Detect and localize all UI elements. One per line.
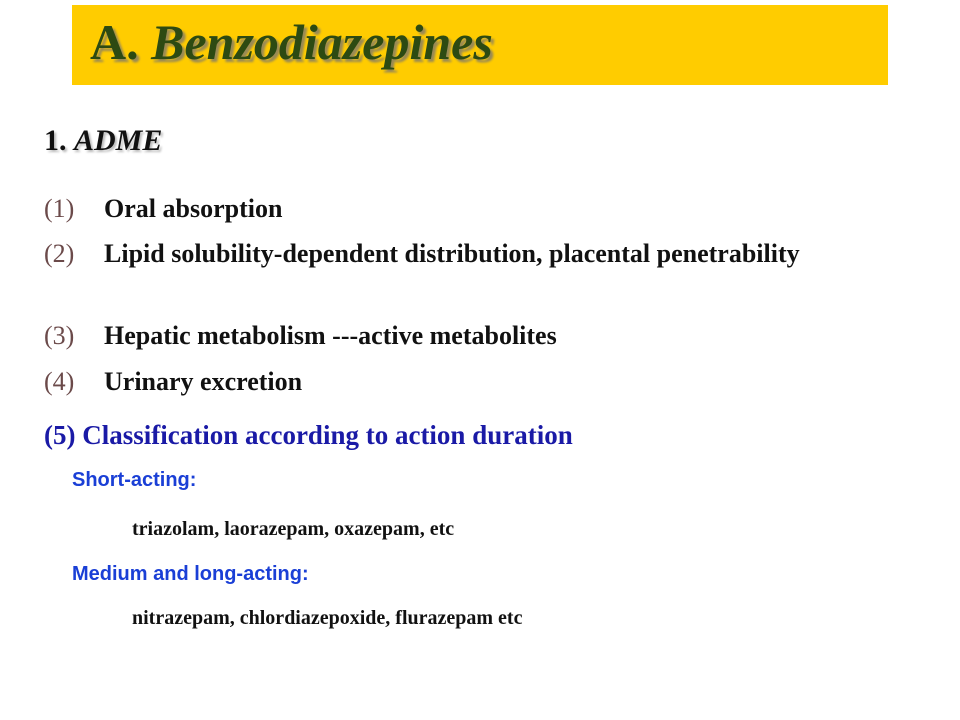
title-prefix: A. — [90, 14, 139, 70]
list-item-text: Lipid solubility-dependent distribution, placental penetrability — [104, 239, 800, 268]
list-item — [44, 193, 824, 225]
section-number: 1. — [44, 124, 67, 157]
list-item-number: (2) — [44, 239, 75, 268]
medium-long-acting-drugs: nitrazepam, chlordiazepoxide, flurazepam etc — [132, 607, 523, 629]
list-item-number: (4) — [44, 367, 75, 396]
section-label: ADME — [74, 124, 163, 157]
section-heading — [44, 124, 162, 158]
list-item-number: (3) — [44, 321, 75, 350]
title-main: Benzodiazepines — [151, 14, 493, 70]
classification-heading: (5) Classification according to action duration — [44, 420, 573, 450]
short-acting-drugs: triazolam, laorazepam, oxazepam, etc — [132, 518, 455, 540]
list-item-number: (1) — [44, 194, 75, 223]
list-item-text: Hepatic metabolism ---active metabolites — [104, 321, 557, 350]
medium-long-acting-label: Medium and long-acting: — [72, 563, 309, 585]
list-item-text: Oral absorption — [104, 194, 283, 223]
list-item — [44, 320, 824, 352]
list-item — [44, 238, 804, 270]
title-banner — [72, 5, 888, 85]
short-acting-label: Short-acting: — [72, 469, 197, 491]
slide-title — [90, 13, 493, 71]
list-item-text: Urinary excretion — [104, 367, 303, 396]
list-item — [44, 366, 824, 398]
